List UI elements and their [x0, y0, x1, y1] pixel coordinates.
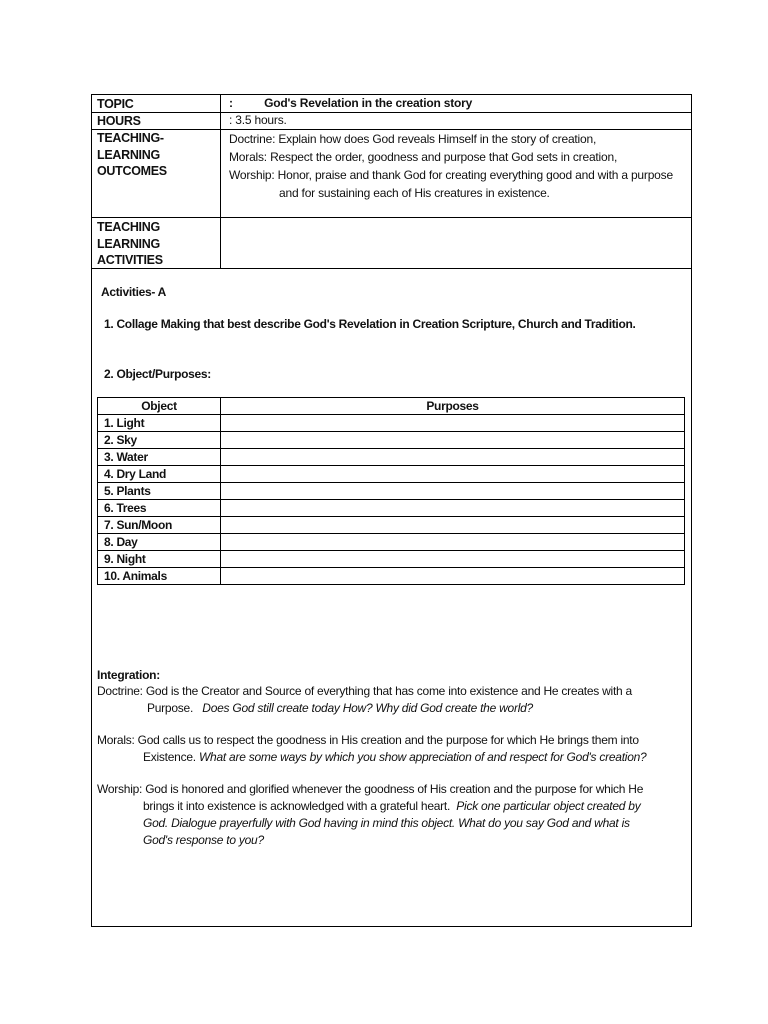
- outcome-worship-1: Worship: Honor, praise and thank God for creating everything good and with a purpose: [229, 168, 673, 182]
- object-cell: 9. Night: [98, 551, 221, 568]
- outcomes-value: [222, 129, 691, 217]
- integration-doctrine: [97, 683, 632, 717]
- outcomes-row: [92, 129, 691, 218]
- integration-doctrine-line1: Doctrine: God is the Creator and Source of everything that has come into existence and He creates with a: [97, 684, 632, 698]
- object-cell: 10. Animals: [98, 568, 221, 585]
- integration-doctrine-question: Does God still create today How? Why did God create the world?: [202, 701, 533, 715]
- outcomes-label-line2: LEARNING: [97, 147, 160, 162]
- object-cell: 2. Sky: [98, 432, 221, 449]
- integration-worship-prompt-end: God's response to you?: [143, 833, 264, 847]
- purpose-cell: [221, 449, 685, 466]
- purpose-cell: [221, 415, 685, 432]
- activities-title: Activities- A: [101, 285, 167, 299]
- object-cell: 6. Trees: [98, 500, 221, 517]
- integration-worship-line4: [97, 832, 643, 849]
- integration-worship: [97, 781, 643, 849]
- table-row: [98, 466, 685, 483]
- activities-label-line2: LEARNING: [97, 236, 160, 251]
- outcomes-label-line1: TEACHING-: [97, 131, 164, 145]
- activities-label-line1: TEACHING: [97, 220, 160, 234]
- outcome-morals: Morals: Respect the order, goodness and purpose that God sets in creation,: [229, 150, 618, 164]
- integration-worship-line1: Worship: God is honored and glorified whenever the goodness of His creation and the purpose for which He: [97, 782, 644, 796]
- object-cell: 3. Water: [98, 449, 221, 466]
- object-cell: 4. Dry Land: [98, 466, 221, 483]
- object-cell: 8. Day: [98, 534, 221, 551]
- hours-row: [92, 112, 691, 130]
- purpose-cell: [221, 432, 685, 449]
- outcomes-label-line3: OUTCOMES: [97, 164, 167, 178]
- integration-morals-line1: Morals: God calls us to respect the goodness in His creation and the purpose for which He brings them into: [97, 733, 639, 747]
- integration-worship-prompt-cont: God. Dialogue prayerfully with God having in mind this object. What do you say God and what is: [143, 816, 630, 830]
- integration-worship-line2: [97, 798, 643, 815]
- activity-item-1: 1. Collage Making that best describe God's Revelation in Creation Scripture, Church and Tradition.: [104, 317, 636, 331]
- table-row: [98, 500, 685, 517]
- topic-value: : God's Revelation in the creation story: [229, 96, 473, 110]
- integration-morals-line2: [97, 749, 646, 766]
- table-row: [98, 534, 685, 551]
- outcomes-label: [92, 129, 221, 217]
- integration-worship-lead: brings it into existence is acknowledged with a grateful heart.: [143, 799, 451, 813]
- integration-morals: [97, 732, 646, 766]
- hours-label: HOURS: [92, 112, 221, 129]
- table-row: [98, 517, 685, 534]
- table-row: [98, 415, 685, 432]
- outcome-worship-2: and for sustaining each of His creatures in existence.: [279, 186, 550, 200]
- purpose-cell: [221, 500, 685, 517]
- activities-label: [92, 217, 221, 268]
- object-cell: 5. Plants: [98, 483, 221, 500]
- activities-row: [92, 217, 691, 269]
- table-row: [98, 568, 685, 585]
- activities-label-line3: ACTIVITIES: [97, 253, 163, 267]
- table-row: [98, 551, 685, 568]
- table-row: [98, 432, 685, 449]
- activity-item-2: 2. Object/Purposes:: [104, 367, 211, 381]
- integration-worship-line3: [97, 815, 643, 832]
- integration-morals-lead: Existence.: [143, 750, 196, 764]
- topic-row: [92, 95, 691, 113]
- object-purpose-table: [97, 397, 685, 585]
- purpose-cell: [221, 568, 685, 585]
- table-header-row: [98, 398, 685, 415]
- hours-value: : 3.5 hours.: [229, 113, 287, 127]
- integration-doctrine-lead: Purpose.: [147, 701, 194, 715]
- object-cell: 7. Sun/Moon: [98, 517, 221, 534]
- outcome-doctrine: Doctrine: Explain how does God reveals Himself in the story of creation,: [229, 132, 597, 146]
- table-row: [98, 449, 685, 466]
- integration-morals-question: What are some ways by which you show appreciation of and respect for God's creation?: [198, 750, 647, 764]
- object-header: Object: [98, 398, 221, 415]
- purpose-cell: [221, 534, 685, 551]
- integration-title: Integration:: [97, 668, 160, 682]
- purpose-cell: [221, 483, 685, 500]
- purposes-header: Purposes: [221, 398, 685, 415]
- purpose-cell: [221, 466, 685, 483]
- activities-value: [222, 217, 691, 268]
- purpose-cell: [221, 517, 685, 534]
- topic-label: TOPIC: [92, 95, 221, 112]
- purpose-cell: [221, 551, 685, 568]
- integration-doctrine-line2: [97, 700, 632, 717]
- table-row: [98, 483, 685, 500]
- integration-worship-prompt: Pick one particular object created by: [456, 799, 641, 813]
- object-cell: 1. Light: [98, 415, 221, 432]
